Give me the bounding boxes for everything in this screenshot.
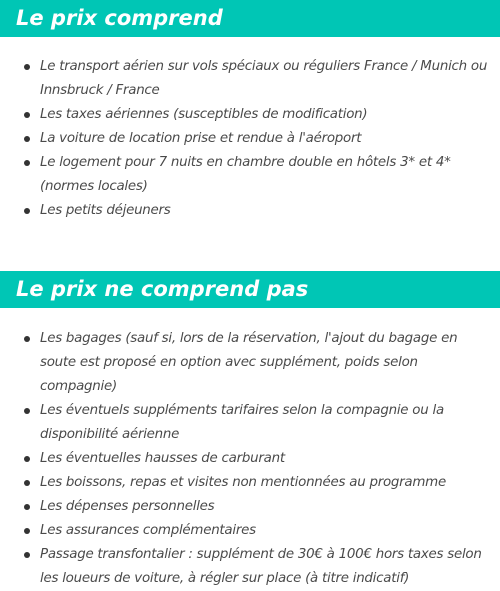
list-item-text: La voiture de location prise et rendue à l'aéroport	[40, 131, 362, 146]
excluded-list	[0, 327, 500, 591]
list-item-text: Les éventuels suppléments tarifaires selon la compagnie ou la disponibilité aérienne	[40, 403, 444, 442]
list-item	[0, 55, 500, 103]
bullet-icon	[24, 456, 30, 462]
bullet-icon	[24, 336, 30, 342]
bullet-icon	[24, 528, 30, 534]
included-list	[0, 55, 500, 223]
list-item-text: Les dépenses personnelles	[40, 499, 215, 514]
list-item	[0, 151, 500, 199]
list-item-text: Les éventuelles hausses de carburant	[40, 451, 285, 466]
list-item-text: Les boissons, repas et visites non mentionnées au programme	[40, 475, 446, 490]
list-item	[0, 447, 500, 471]
list-item-text: Les assurances complémentaires	[40, 523, 256, 538]
list-item-text: Les petits déjeuners	[40, 203, 171, 218]
bullet-icon	[24, 160, 30, 166]
bullet-icon	[24, 112, 30, 118]
included-section-title: Le prix comprend	[0, 0, 500, 37]
list-item-text: Les taxes aériennes (susceptibles de modification)	[40, 107, 368, 122]
bullet-icon	[24, 504, 30, 510]
bullet-icon	[24, 480, 30, 486]
list-item	[0, 543, 500, 591]
list-item-text: Les bagages (sauf si, lors de la réservation, l'ajout du bagage en soute est proposé en option avec supplément, poids selon compagnie)	[40, 331, 458, 394]
list-item	[0, 471, 500, 495]
list-item	[0, 127, 500, 151]
list-item	[0, 519, 500, 543]
bullet-icon	[24, 552, 30, 558]
list-item	[0, 199, 500, 223]
bullet-icon	[24, 64, 30, 70]
list-item-text: Passage transfontalier : supplément de 30€ à 100€ hors taxes selon les loueurs de voiture, à régler sur place (à titre indicatif)	[40, 547, 482, 586]
bullet-icon	[24, 208, 30, 214]
bullet-icon	[24, 136, 30, 142]
list-item	[0, 103, 500, 127]
excluded-section-title: Le prix ne comprend pas	[0, 271, 500, 308]
list-item	[0, 495, 500, 519]
list-item-text: Le transport aérien sur vols spéciaux ou réguliers France / Munich ou Innsbruck / France	[40, 59, 488, 98]
list-item	[0, 399, 500, 447]
bullet-icon	[24, 408, 30, 414]
list-item	[0, 327, 500, 399]
list-item-text: Le logement pour 7 nuits en chambre double en hôtels 3* et 4* (normes locales)	[40, 155, 451, 194]
